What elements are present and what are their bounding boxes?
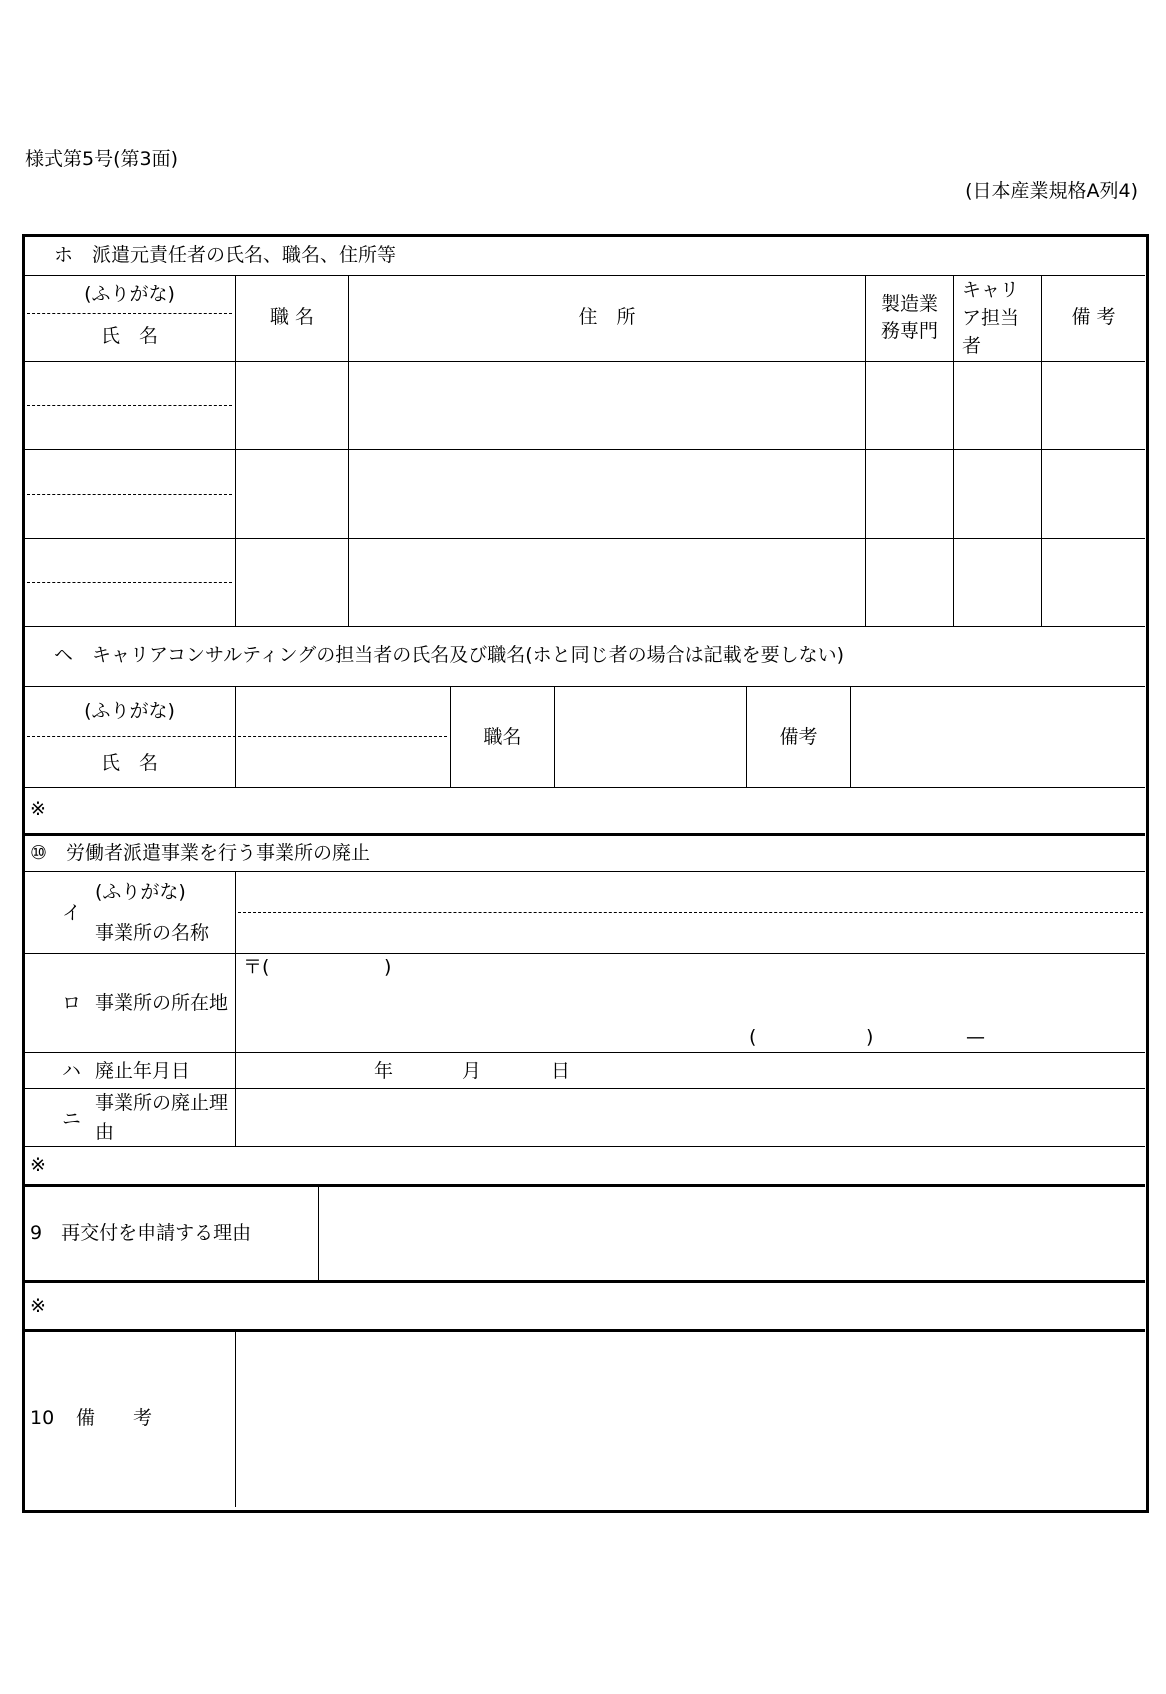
month-label: 月: [462, 1060, 482, 1082]
divider: [235, 1331, 236, 1507]
ho-title-header: 職 名: [269, 306, 315, 328]
ho-career-header-3: 者: [962, 335, 982, 357]
phone-close: ): [866, 1026, 874, 1048]
ro-label: ロ: [62, 992, 82, 1014]
divider: [953, 275, 954, 626]
ho-career-header-2: ア担当: [962, 307, 1020, 329]
divider: [24, 871, 1145, 872]
section-10-title: ⑩ 労働者派遣事業を行う事業所の廃止: [30, 842, 371, 864]
divider: [24, 953, 1145, 954]
i-office-name: 事業所の名称: [95, 922, 210, 944]
phone-dash: —: [966, 1026, 985, 1048]
ho-furigana-header: (ふりがな): [84, 283, 175, 305]
remarks-number: 10: [30, 1407, 55, 1429]
ho-name-header: 氏 名: [100, 325, 158, 347]
divider: [235, 686, 236, 787]
ni-reason-line-1: 事業所の廃止理: [95, 1092, 229, 1114]
form-outer-border: [22, 234, 1149, 1513]
day-label: 日: [551, 1060, 571, 1082]
ho-remarks-header: 備 考: [1071, 306, 1116, 328]
ni-label: ニ: [62, 1108, 82, 1130]
divider: [24, 787, 1145, 788]
divider: [24, 1088, 1145, 1089]
section-9-note-mark: ※: [30, 1295, 46, 1317]
divider: [850, 686, 851, 787]
remarks-label: 備 考: [76, 1407, 153, 1429]
divider: [24, 1184, 1145, 1187]
ho-manufacturing-header-2: 務専門: [880, 320, 938, 342]
divider: [27, 736, 447, 737]
divider: [24, 626, 1145, 627]
form-number: 様式第5号(第3面): [25, 148, 179, 170]
divider: [238, 912, 1143, 913]
postal-mark: 〒(: [243, 956, 270, 978]
divider: [24, 1052, 1145, 1053]
divider: [24, 275, 1145, 276]
divider: [24, 361, 1145, 362]
i-label: イ: [62, 902, 82, 924]
paper-spec: (日本産業規格A列4): [965, 180, 1138, 202]
he-name-header: 氏 名: [100, 752, 158, 774]
ho-manufacturing-header-1: 製造業: [880, 293, 938, 315]
he-furigana-header: (ふりがな): [84, 700, 175, 722]
divider: [235, 275, 236, 626]
divider: [24, 449, 1145, 450]
ha-label: ハ: [62, 1060, 82, 1082]
ha-date: 廃止年月日: [95, 1060, 191, 1082]
section-10-note-mark: ※: [30, 1154, 46, 1176]
divider: [348, 275, 349, 626]
divider: [27, 313, 232, 314]
section-ho-title: ホ 派遣元責任者の氏名、職名、住所等: [54, 244, 397, 266]
postal-close: ): [384, 956, 392, 978]
divider: [554, 686, 555, 787]
divider: [24, 538, 1145, 539]
divider: [24, 686, 1145, 687]
divider: [27, 494, 232, 495]
divider: [24, 1329, 1145, 1332]
phone-open: (: [749, 1026, 757, 1048]
divider: [24, 1146, 1145, 1147]
divider: [27, 582, 232, 583]
he-title-header: 職名: [483, 726, 522, 748]
he-remarks-header: 備考: [779, 726, 818, 748]
divider: [235, 871, 236, 1146]
ni-reason-line-2: 由: [95, 1121, 115, 1143]
divider: [865, 275, 866, 626]
divider: [1041, 275, 1042, 626]
section-he-title: ヘ キャリアコンサルティングの担当者の氏名及び職名(ホと同じ者の場合は記載を要しない): [54, 644, 845, 666]
divider: [24, 1280, 1145, 1283]
i-furigana: (ふりがな): [95, 881, 186, 903]
he-note-mark: ※: [30, 798, 46, 820]
ho-address-header: 住 所: [578, 306, 636, 328]
divider: [24, 833, 1145, 836]
section-9-title: 9 再交付を申請する理由: [30, 1222, 252, 1244]
divider: [27, 405, 232, 406]
ro-location: 事業所の所在地: [95, 992, 229, 1014]
divider: [318, 1186, 319, 1281]
ho-career-header-1: キャリ: [962, 279, 1020, 301]
year-label: 年: [374, 1060, 394, 1082]
